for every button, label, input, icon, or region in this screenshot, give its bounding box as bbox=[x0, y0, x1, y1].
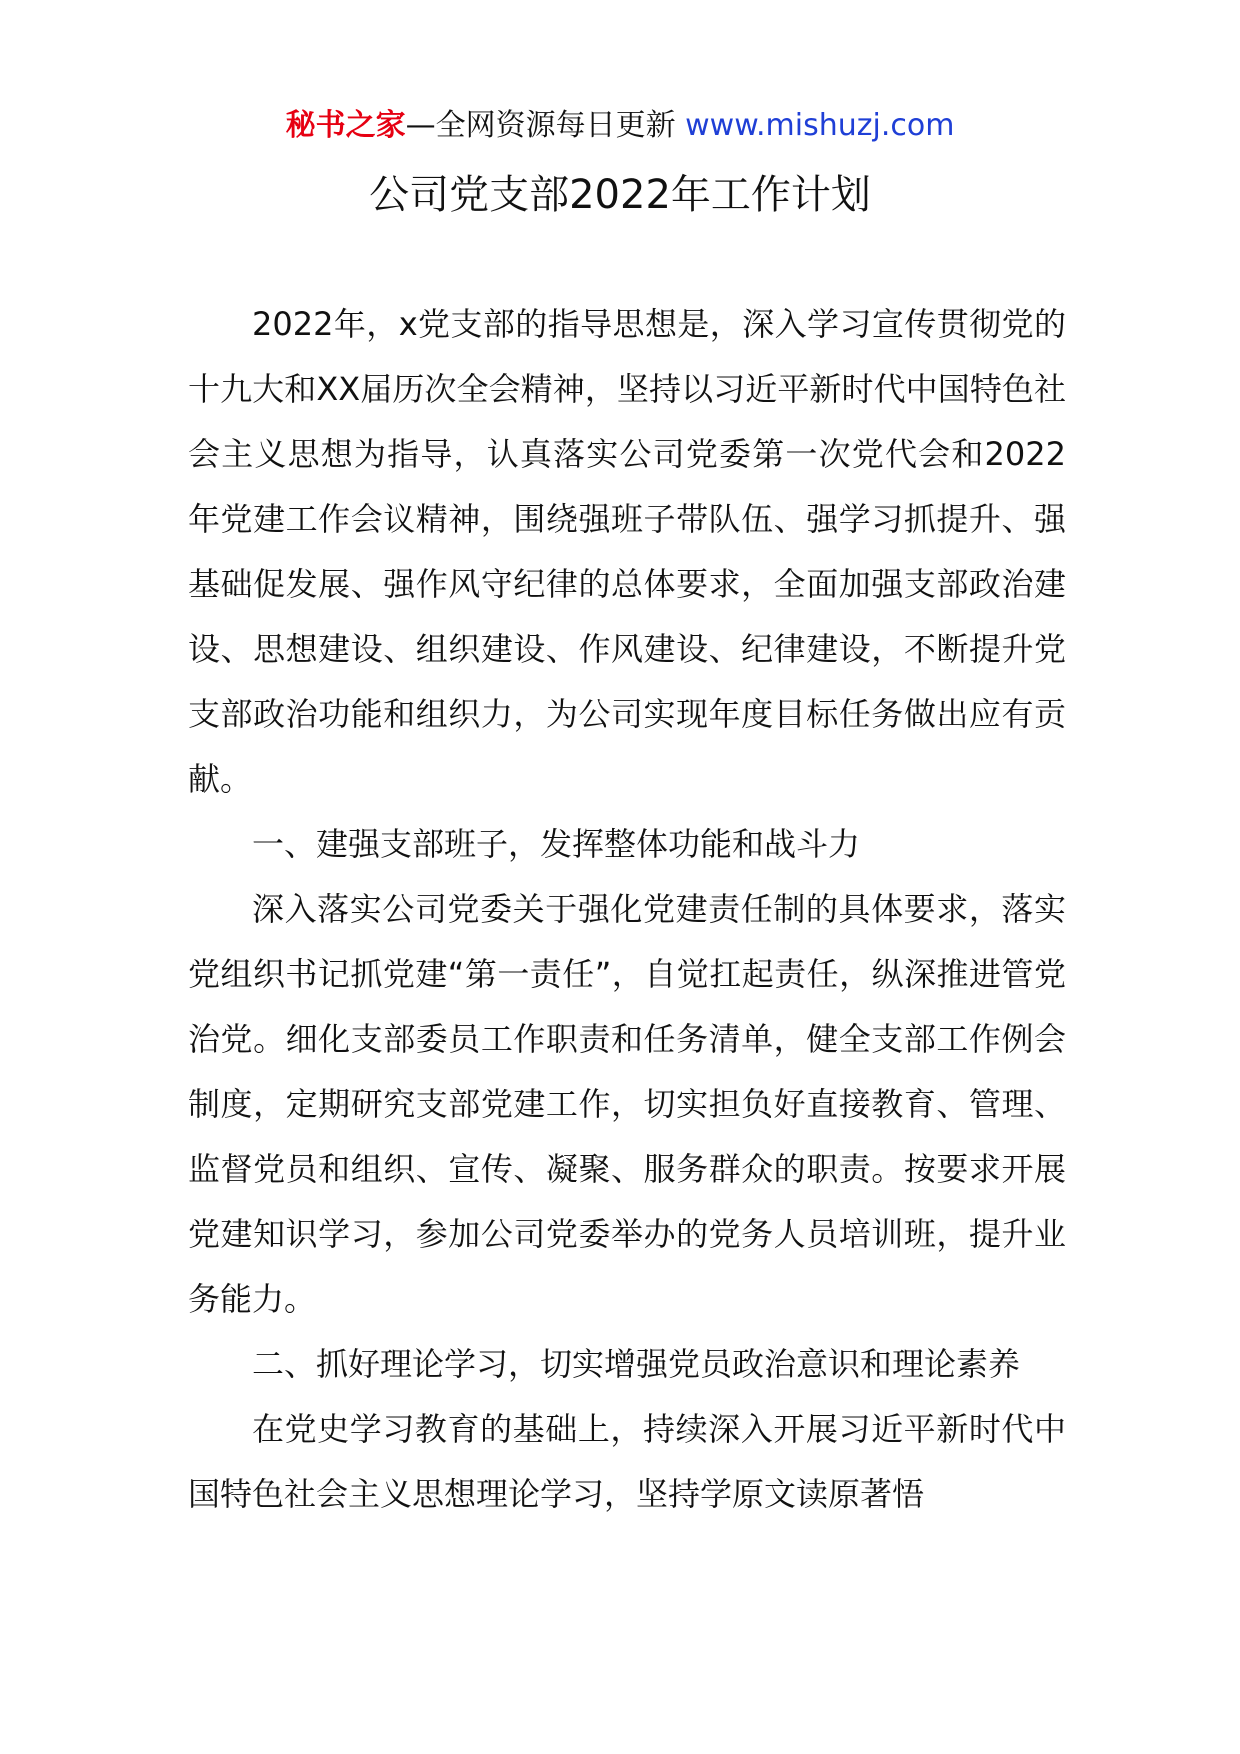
header-tagline: —全网资源每日更新 bbox=[405, 108, 686, 143]
document-title: 公司党支部2022年工作计划 bbox=[369, 172, 871, 218]
site-url-link[interactable]: www.mishuzj.com bbox=[685, 108, 955, 143]
section-heading-1: 一、建强支部班子，发挥整体功能和战斗力 bbox=[252, 825, 861, 863]
document-body bbox=[188, 292, 1066, 1527]
paragraph-section-2: 在党史学习教育的基础上，持续深入开展习近平新时代中国特色社会主义思想理论学习，坚持学原文读原著悟 bbox=[188, 1410, 1066, 1513]
brand-name: 秘书之家 bbox=[285, 108, 406, 143]
paragraph-section-1: 深入落实公司党委关于强化党建责任制的具体要求，落实党组织书记抓党建“第一责任”，自觉扛起责任，纵深推进管党治党。细化支部委员工作职责和任务清单，健全支部工作例会制度，定期研究支部党建工作，切实担负好直接教育、管理、监督党员和组织、宣传、凝聚、服务群众的职责。按要求开展党建知识学习，参加公司党委举办的党务人员培训班，提升业务能力。 bbox=[188, 890, 1066, 1318]
paragraph-intro: 2022年，x党支部的指导思想是，深入学习宣传贯彻党的十九大和XX届历次全会精神，坚持以习近平新时代中国特色社会主义思想为指导，认真落实公司党委第一次党代会和2022年党建工作会议精神，围绕强班子带队伍、强学习抓提升、强基础促发展、强作风守纪律的总体要求，全面加强支部政治建设、思想建设、组织建设、作风建设、纪律建设，不断提升党支部政治功能和组织力，为公司实现年度目标任务做出应有贡献。 bbox=[188, 305, 1066, 798]
site-header bbox=[0, 104, 1240, 148]
section-heading-2: 二、抓好理论学习，切实增强党员政治意识和理论素养 bbox=[252, 1345, 1021, 1383]
